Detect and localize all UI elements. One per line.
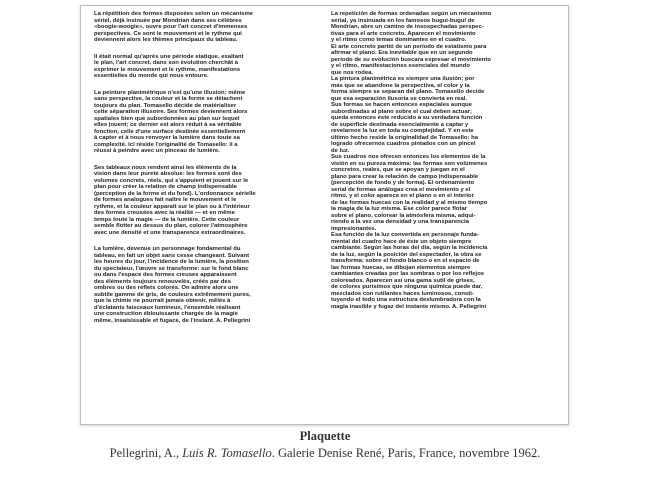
document-scan: [80, 5, 569, 425]
caption-title: Plaquette: [299, 429, 351, 443]
french-paragraph-4: Ses tableaux nous rendent ainsi les éléments de la vision dans leur pureté absolue: les formes sont des volumes concrets, réels, qui s'appuient et jouent sur le plan pour créer la relation de champ indispensable (perception de la forme et du fond). L'ordonnance sérielle de formes analogues fait naître le mouvement et le rythme, et la couleur apparaît sur le plan ou à l'intérieur des formes creusées avec la réalité — et en même temps toute la magie — de la lumière. Cette couleur semble flotter au dessus du plan, colorer l'atmosphère avec une densité et une transparence extraordinaires.: [94, 164, 256, 236]
caption-ref-suffix: . Galerie Denise René, Paris, France, novembre 1962.: [271, 446, 541, 460]
french-paragraph-3: La peinture planimétrique n'est qu'une illusion: même sans perspective, la couleur et la forme se détachent toujours du plan. Tomasello décide de matérialiser cette séparation illusoire. Ses formes deviennent alors spatiales bien que subordonnées au plan sur lequel elles jouent; ce dernier est alors réduit à sa véritable fonction, celle d'une surface destinée essentiellement à capter et à nous renvoyer la lumière dans toute sa complexité. Ici réside l'originalité de Tomasello: il a réussi à peindre avec un pinceau de lumière.: [94, 89, 248, 154]
spanish-text: La repetición de formas ordenadas según un mecanismo serial, ya insinuada en los famosos bugui-buguí de Mondrian, abre un camino de insospechadas perspec- tivas para el arte concreto. Aparecen el movimiento y el ritmo como temas dominantes en el cuadro. El arte concreto partió de un período de estatismo para afirmar el plano. Era inevitable que en un segundo período de su evolución buscara expresar el movimiento y el ritmo, manifestaciones esenciales del mundo que nos rodea. La pintura planimétrica es siempre una ilusión; por más que se abandone la perspectiva, el color y la forma siempre se separan del plano. Tomasello decide que esa separación ilusoria se convierta en real. Sus formas se hacen entonces espaciales aunque subordinadas al plano sobre el cual deben actuar; queda entonces éste reducido a su verdadera función de superficie destinada esencialmente a captar y revelarnos la luz en toda su complejidad. Y en este último hecho reside la originalidad de Tomasello: ha logrado ofrecernos cuadros pintados con un pincel de luz. Sus cuadros nos ofrecen entonces los elementos de la visión en su pureza máxima: las formas son volúmenes concretos, reales, que se apoyan y juegan en el plano para crear la relación de campo indispensable (percepción de fondo y de forma). El ordenamiento serial de formas análogas crea el movimiento y el ritmo, y el color aparece en el plano o en el interior de las formas huecas con la realidad y al mismo tiempo la magia de la luz misma. Ese color parece flotar sobre el plano, colorear la atmósfera misma, adqui- riendo a la vez una densidad y una transparencia impresionantes. Esa función de la luz convertida en personaje funda- mental del cuadro hace de éste un objeto siempre cambiante. Según las horas del día, según la incidencia de la luz, según la posición del espectador, la obra se transforma: sobre el fondo blanco o en el espacio de las formas huecas, se dibujan elementos siempre cambiantes creadas por las sombras o por los reflejos coloreados. Aparecen así una gama sutil de grises, de colores purísimos que ninguna química puede dar, mezclados con rutilantes haces luminosos, consti- tuyendo el todo una estructura deslumbradora con la magia inasible y fugaz del instante mismo. A. Pellegrini: [331, 11, 492, 310]
caption-reference: [0, 445, 650, 461]
text-columns: [94, 11, 555, 424]
caption-ref-prefix: Pellegrini, A.,: [109, 446, 183, 460]
spanish-column: [331, 11, 555, 424]
french-paragraph-2: Il était normal qu'après une période statique, exaltant le plan, l'art concret, dans son évolution cherchât à exprimer le mouvement et le rythme, manifestations essentielles du monde qui nous entoure.: [94, 53, 244, 79]
french-paragraph-5: La lumière, devenue un personnage fondamental du tableau, en fait un objet sans cesse changeant. Suivant les heures du jour, l'incidence de la lumière, la position du spectateur, l'œuvre se transforme: sur le fond blanc ou dans l'espace des formes creuses apparaissent des éléments toujours renouvelés, créés par des ombres ou des reflets colorés. On admire alors une subtile gamme de gris, de couleurs extrêmement pures, que la chimie ne pourrait jamais obtenir, mêlés à d'éclatants faisceaux lumineux, l'ensemble réalisant une construction éblouissante chargée de la magie même, insaisissable et fugace, de l'instant. A. Pellegrini: [94, 246, 251, 324]
caption: [0, 428, 650, 461]
caption-ref-title: Luis R. Tomasello: [182, 446, 272, 460]
french-column: [94, 11, 318, 424]
french-paragraph-1: La répétition des formes disposées selon un mécanisme sériel, déjà insinuée par Mondrian dans ses célèbres «boogie-woogie», ouvre pour l'art concret d'immenses perspectives. Ce sont le mouvement et le rythme qui deviennent alors les thèmes principaux du tableau.: [94, 11, 253, 43]
